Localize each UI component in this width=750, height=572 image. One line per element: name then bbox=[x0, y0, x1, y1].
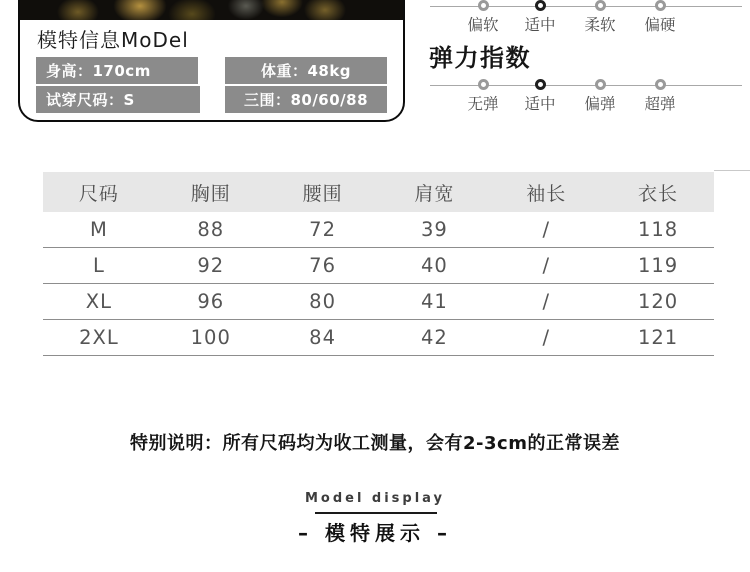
slider-track bbox=[430, 6, 742, 7]
slider-track bbox=[430, 85, 742, 86]
table-row bbox=[43, 320, 714, 356]
product-photo bbox=[20, 0, 403, 20]
size-table bbox=[43, 172, 714, 356]
table-row bbox=[43, 284, 714, 320]
slider-label: 无弹 bbox=[467, 95, 499, 113]
table-cell: / bbox=[542, 326, 551, 349]
model-info-card bbox=[18, 0, 405, 122]
table-cell: / bbox=[542, 290, 551, 313]
size-table-header-cell: 腰围 bbox=[302, 182, 343, 205]
slider-dot-selected bbox=[535, 0, 546, 11]
table-cell: XL bbox=[85, 290, 113, 313]
slider-label: 偏软 bbox=[467, 16, 499, 34]
slider-label: 柔软 bbox=[584, 16, 616, 34]
slider-dot-option bbox=[478, 0, 489, 11]
size-table-header-cell: 肩宽 bbox=[414, 182, 455, 205]
slider-label: 适中 bbox=[524, 95, 556, 113]
size-table-header-cell: 胸围 bbox=[190, 182, 231, 205]
table-cell: 80 bbox=[309, 290, 336, 313]
elasticity-scale bbox=[430, 79, 742, 113]
table-cell: 92 bbox=[197, 254, 225, 277]
table-cell: L bbox=[92, 254, 105, 277]
slider-dot-option bbox=[655, 0, 666, 11]
table-cell: 39 bbox=[420, 218, 448, 241]
section-divider-line bbox=[315, 512, 437, 514]
table-cell: M bbox=[90, 218, 108, 241]
slider-dot-selected bbox=[535, 79, 546, 90]
table-cell: 2XL bbox=[79, 326, 119, 349]
table-cell: 118 bbox=[637, 218, 679, 241]
size-table-header-cell: 尺码 bbox=[78, 182, 119, 205]
model-info-title: 模特信息MoDel bbox=[37, 28, 189, 52]
stat-box-fitting-size: 试穿尺码：S bbox=[36, 86, 200, 113]
table-cell: 72 bbox=[309, 218, 336, 241]
stat-box-measurements: 三围：80/60/88 bbox=[225, 86, 387, 113]
table-cell: 119 bbox=[637, 254, 679, 277]
slider-label: 偏弹 bbox=[584, 95, 616, 113]
table-cell: / bbox=[542, 254, 551, 277]
table-cell: 96 bbox=[197, 290, 225, 313]
elasticity-title: 弹力指数 bbox=[429, 44, 531, 72]
note-text: 特别说明：所有尺码均为收工测量，会有2-3cm的正常误差 bbox=[130, 433, 620, 454]
softness-scale bbox=[430, 0, 742, 34]
size-table-header-cell: 袖长 bbox=[526, 182, 567, 205]
table-cell: 121 bbox=[637, 326, 679, 349]
slider-label: 适中 bbox=[524, 16, 556, 34]
size-table-body bbox=[43, 212, 714, 356]
stat-box-weight: 体重：48kg bbox=[225, 57, 387, 84]
table-cell: 42 bbox=[420, 326, 448, 349]
slider-label: 超弹 bbox=[644, 95, 676, 113]
table-cell: / bbox=[542, 218, 551, 241]
slider-dot-option bbox=[655, 79, 666, 90]
table-row bbox=[43, 248, 714, 284]
table-cell: 76 bbox=[309, 254, 336, 277]
table-cell: 88 bbox=[197, 218, 225, 241]
size-table-header bbox=[43, 172, 714, 212]
section-title-zh: – 模特展示 – bbox=[298, 521, 452, 545]
slider-dot-option bbox=[595, 0, 606, 11]
slider-label: 偏硬 bbox=[644, 16, 676, 34]
table-top-hairline bbox=[714, 170, 750, 171]
table-cell: 120 bbox=[637, 290, 679, 313]
table-cell: 41 bbox=[420, 290, 448, 313]
slider-dot-option bbox=[595, 79, 606, 90]
slider-dot-option bbox=[478, 79, 489, 90]
table-row bbox=[43, 212, 714, 248]
table-cell: 84 bbox=[309, 326, 336, 349]
stat-box-height: 身高：170cm bbox=[36, 57, 198, 84]
size-table-header-cell: 衣长 bbox=[638, 182, 679, 205]
section-title-en: Model display bbox=[304, 491, 446, 506]
table-cell: 100 bbox=[190, 326, 231, 349]
table-cell: 40 bbox=[420, 254, 448, 277]
